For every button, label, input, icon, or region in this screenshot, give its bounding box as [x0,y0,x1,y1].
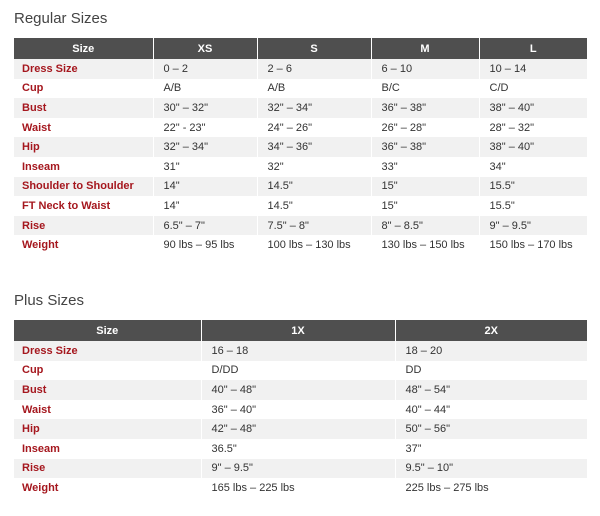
table-cell: 48" – 54" [395,380,587,400]
table-cell: 14” [153,196,257,216]
table-cell: 36" – 40" [201,400,395,420]
row-label: Bust [14,380,201,400]
table-row [14,419,587,439]
table-cell: 22" - 23" [153,118,257,138]
table-cell: C/D [479,79,587,99]
row-label: Dress Size [14,341,201,361]
table-cell: 42" – 48" [201,419,395,439]
table-row [14,380,587,400]
table-cell: 6.5" – 7" [153,216,257,236]
table-cell: 0 – 2 [153,59,257,79]
table-cell: 32" – 34" [257,98,371,118]
table-row [14,459,587,479]
regular-sizes-title: Regular Sizes [14,10,108,27]
header-2x: 2X [395,320,587,341]
table-row [14,235,587,255]
header-size: Size [14,38,153,59]
table-cell: 37” [395,439,587,459]
table-cell: 90 lbs – 95 lbs [153,235,257,255]
table-cell: 9" – 9.5" [479,216,587,236]
plus-sizes-title: Plus Sizes [14,292,85,309]
table-cell: 15.5" [479,196,587,216]
plus-size-table [14,320,587,498]
header-size: Size [14,320,201,341]
table-cell: 225 lbs – 275 lbs [395,478,587,498]
row-label: Rise [14,459,201,479]
table-cell: 34" – 36" [257,137,371,157]
table-cell: 34" [479,157,587,177]
table-row [14,439,587,459]
row-label: Hip [14,419,201,439]
row-label: Bust [14,98,153,118]
table-cell: 30" – 32" [153,98,257,118]
row-label: Cup [14,361,201,381]
header-1x: 1X [201,320,395,341]
table-cell: 31" [153,157,257,177]
table-cell: 9.5" – 10" [395,459,587,479]
table-cell: 38" – 40" [479,98,587,118]
table-cell: 18 – 20 [395,341,587,361]
table-cell: 10 – 14 [479,59,587,79]
table-cell: 36" – 38" [371,137,479,157]
table-cell: 16 – 18 [201,341,395,361]
table-cell: 165 lbs – 225 lbs [201,478,395,498]
row-label: Cup [14,79,153,99]
table-header-row [14,38,587,59]
table-row [14,98,587,118]
row-label: Weight [14,478,201,498]
table-cell: 40" – 48" [201,380,395,400]
table-header-row [14,320,587,341]
regular-size-table [14,38,587,255]
table-cell: 40" – 44" [395,400,587,420]
table-row [14,79,587,99]
table-cell: 150 lbs – 170 lbs [479,235,587,255]
table-cell: 24" – 26" [257,118,371,138]
table-cell: 100 lbs – 130 lbs [257,235,371,255]
table-cell: 6 – 10 [371,59,479,79]
table-row [14,478,587,498]
row-label: FT Neck to Waist [14,196,153,216]
table-row [14,216,587,236]
table-cell: 36.5" [201,439,395,459]
table-row [14,341,587,361]
table-row [14,157,587,177]
table-cell: 130 lbs – 150 lbs [371,235,479,255]
table-cell: 32" – 34" [153,137,257,157]
table-row [14,196,587,216]
table-cell: 2 – 6 [257,59,371,79]
row-label: Dress Size [14,59,153,79]
row-label: Weight [14,235,153,255]
table-cell: 15.5" [479,177,587,197]
table-cell: 14.5" [257,196,371,216]
header-s: S [257,38,371,59]
table-cell: 9" – 9.5" [201,459,395,479]
row-label: Waist [14,400,201,420]
table-row [14,118,587,138]
table-cell: 26" – 28" [371,118,479,138]
table-cell: 38" – 40" [479,137,587,157]
table-cell: 15" [371,196,479,216]
table-cell: A/B [257,79,371,99]
table-row [14,361,587,381]
row-label: Inseam [14,157,153,177]
table-cell: 33" [371,157,479,177]
header-l: L [479,38,587,59]
table-cell: DD [395,361,587,381]
table-cell: A/B [153,79,257,99]
row-label: Shoulder to Shoulder [14,177,153,197]
table-cell: B/C [371,79,479,99]
table-cell: 28" – 32" [479,118,587,138]
row-label: Waist [14,118,153,138]
table-cell: 14.5" [257,177,371,197]
table-row [14,400,587,420]
row-label: Rise [14,216,153,236]
table-cell: 15" [371,177,479,197]
table-row [14,177,587,197]
table-cell: 14" [153,177,257,197]
row-label: Inseam [14,439,201,459]
table-cell: 32" [257,157,371,177]
header-xs: XS [153,38,257,59]
row-label: Hip [14,137,153,157]
table-cell: D/DD [201,361,395,381]
table-cell: 36" – 38" [371,98,479,118]
table-cell: 7.5" – 8" [257,216,371,236]
header-m: M [371,38,479,59]
table-row [14,59,587,79]
table-cell: 8" – 8.5" [371,216,479,236]
table-row [14,137,587,157]
table-cell: 50" – 56" [395,419,587,439]
